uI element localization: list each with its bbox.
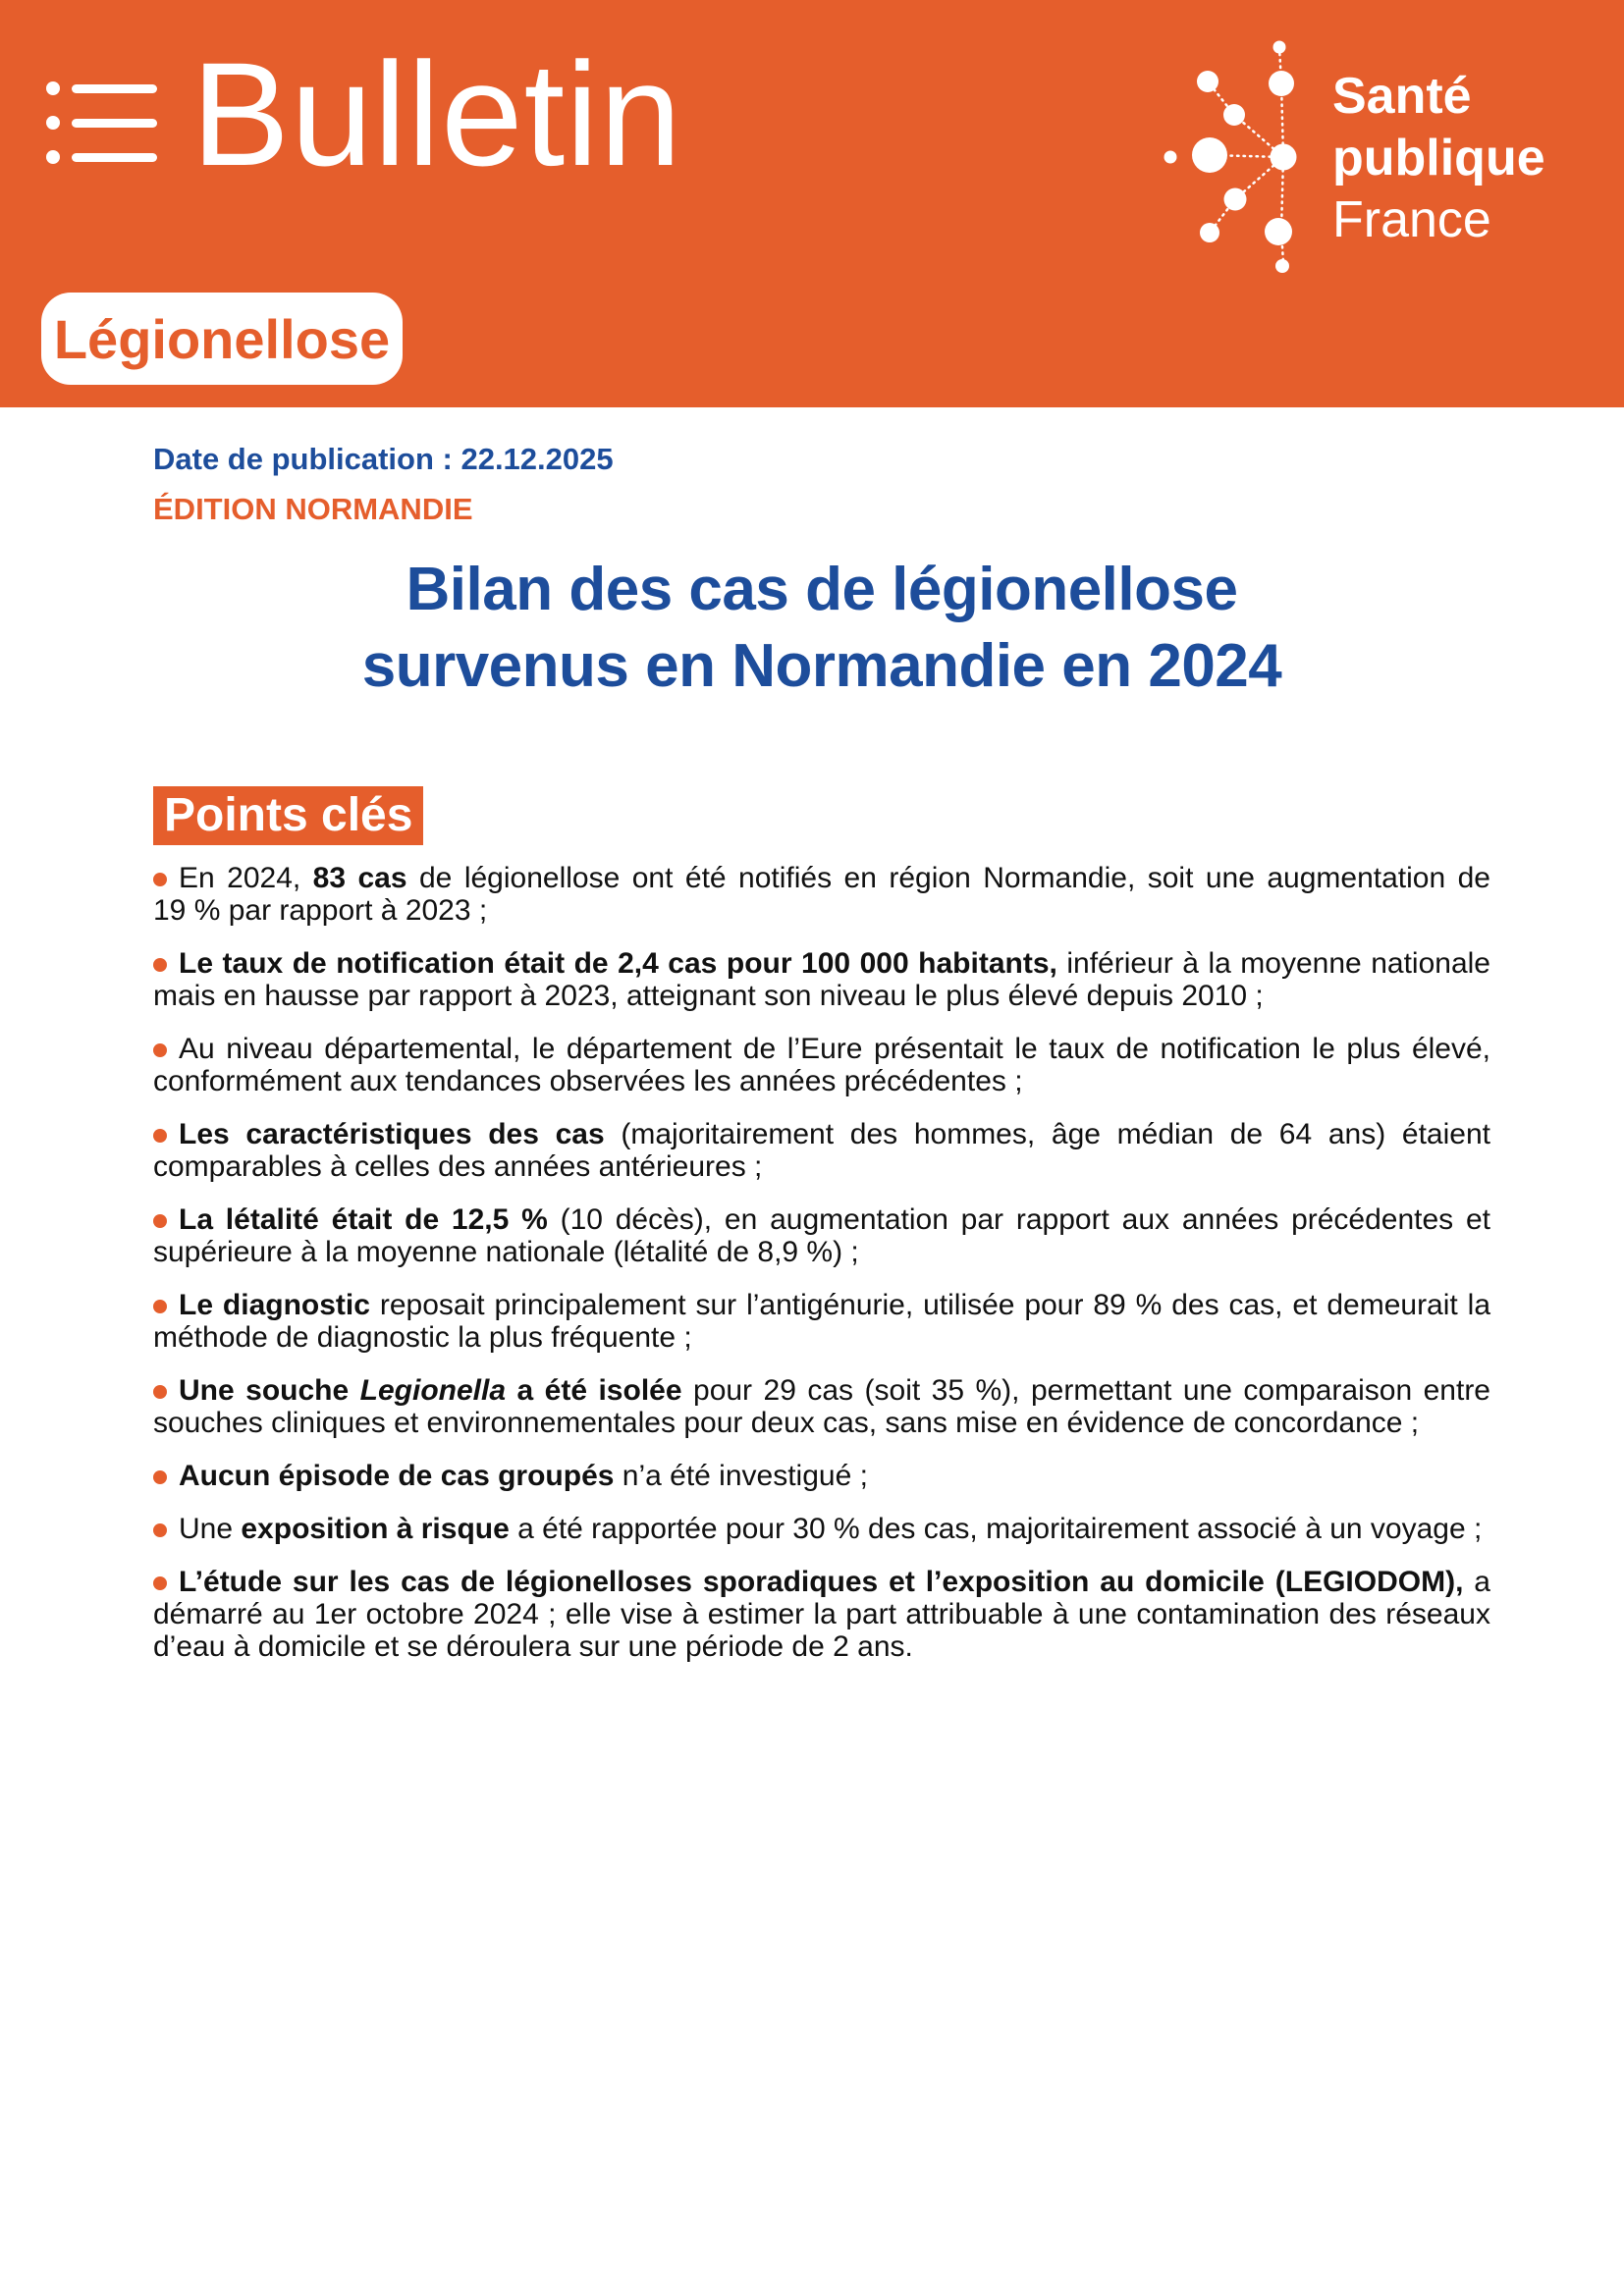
key-point-text: n’a été investigué ; xyxy=(614,1460,868,1492)
publication-date: Date de publication : 22.12.2025 xyxy=(153,442,614,476)
list-icon-row xyxy=(46,150,157,164)
list-icon-dot xyxy=(46,81,60,95)
key-point-item xyxy=(153,1374,1490,1439)
bullet-dot-icon xyxy=(153,1214,167,1228)
key-point-text: reposait principalement sur l’antigénurie, utilisée pour 89 % des cas, et demeurait la méthode de diagnostic la plus fréquente ; xyxy=(153,1289,1491,1354)
key-point-item xyxy=(153,1566,1490,1663)
logo-line-sante: Santé xyxy=(1332,68,1472,125)
key-point-text: Au niveau départemental, le département de l’Eure présentait le taux de notification le plus élevé, conformément aux tendances observées les années précédentes ; xyxy=(153,1033,1490,1097)
list-icon-dot xyxy=(46,150,60,164)
key-point-item xyxy=(153,1513,1490,1545)
page-title-line-1: Bilan des cas de légionellose xyxy=(406,556,1238,623)
key-point-text: 83 cas xyxy=(312,862,407,894)
key-point-text: Une xyxy=(179,1513,242,1545)
bullet-dot-icon xyxy=(153,1523,167,1537)
key-point-item xyxy=(153,1203,1490,1268)
page-body xyxy=(0,407,1624,1683)
list-icon-row xyxy=(46,81,157,95)
key-point-text: Le taux de notification était de 2,4 cas pour 100 000 habitants, xyxy=(179,947,1057,980)
bullet-dot-icon xyxy=(153,873,167,886)
section-heading-points-cles: Points clés xyxy=(153,786,423,845)
bullet-dot-icon xyxy=(153,1576,167,1590)
key-point-text: (10 décès), en augmentation par rapport aux années précédentes et supérieure à la moyenne nationale (létalité de 8,9 %) ; xyxy=(153,1203,1491,1268)
key-point-text: a été rapportée pour 30 % des cas, majoritairement associé à un voyage ; xyxy=(509,1513,1483,1545)
key-point-item xyxy=(153,1033,1490,1097)
key-point-text: a été isolée xyxy=(506,1374,682,1407)
list-icon-dot xyxy=(46,116,60,130)
page-title xyxy=(153,552,1490,705)
logo-line-publique: publique xyxy=(1332,130,1545,187)
disease-tag-label: Légionellose xyxy=(53,307,391,370)
list-icon-bar xyxy=(72,153,157,162)
key-point-text: a démarré au 1er octobre 2024 ; elle vise à estimer la part attribuable à une contamination des réseaux d’eau à domicile et se déroulera sur une période de 2 ans. xyxy=(153,1566,1490,1663)
key-point-text: La létalité était de 12,5 % xyxy=(179,1203,548,1236)
key-point-item xyxy=(153,1289,1490,1354)
list-icon-bar xyxy=(72,84,157,93)
key-point-item xyxy=(153,862,1490,927)
key-point-text: En 2024, xyxy=(179,862,313,894)
key-point-text: Aucun épisode de cas groupés xyxy=(179,1460,615,1492)
key-point-text: Legionella xyxy=(359,1374,507,1407)
list-icon-row xyxy=(46,116,157,130)
key-point-item xyxy=(153,947,1490,1012)
list-icon-bar xyxy=(72,119,157,128)
sante-publique-france-logo xyxy=(1332,66,1545,251)
logo-line-france: France xyxy=(1332,191,1491,248)
bulleted-list-icon xyxy=(46,81,157,164)
key-points-list xyxy=(153,862,1490,1663)
key-point-text: exposition à risque xyxy=(241,1513,510,1545)
disease-tag-badge xyxy=(41,293,403,385)
key-point-text: Une souche xyxy=(179,1374,360,1407)
bullet-dot-icon xyxy=(153,1043,167,1057)
key-point-text: de légionellose ont été notifiés en région Normandie, soit une augmentation de 19 % par rapport à 2023 ; xyxy=(153,862,1490,927)
key-point-text: Le diagnostic xyxy=(179,1289,370,1321)
header-band xyxy=(0,0,1624,407)
page-title-line-2: survenus en Normandie en 2024 xyxy=(361,632,1282,700)
key-point-item xyxy=(153,1118,1490,1183)
bullet-dot-icon xyxy=(153,958,167,972)
key-point-text: (majoritairement des hommes, âge médian de 64 ans) étaient comparables à celles des années antérieures ; xyxy=(153,1118,1490,1183)
bullet-dot-icon xyxy=(153,1385,167,1399)
network-dots-icon xyxy=(1159,34,1316,304)
key-point-text: inférieur à la moyenne nationale mais en hausse par rapport à 2023, atteignant son niveau le plus élevé depuis 2010 ; xyxy=(153,947,1490,1012)
key-point-text: pour 29 cas (soit 35 %), permettant une comparaison entre souches cliniques et environnementales pour deux cas, sans mise en évidence de concordance ; xyxy=(153,1374,1490,1439)
bullet-dot-icon xyxy=(153,1470,167,1484)
key-point-text: Les caractéristiques des cas xyxy=(179,1118,605,1150)
bullet-dot-icon xyxy=(153,1300,167,1313)
bullet-dot-icon xyxy=(153,1129,167,1143)
key-point-text: L’étude sur les cas de légionelloses sporadiques et l’exposition au domicile (LEGIODOM), xyxy=(179,1566,1464,1598)
key-point-item xyxy=(153,1460,1490,1492)
edition-label: ÉDITION NORMANDIE xyxy=(153,492,473,526)
bulletin-wordmark: Bulletin xyxy=(191,31,682,196)
